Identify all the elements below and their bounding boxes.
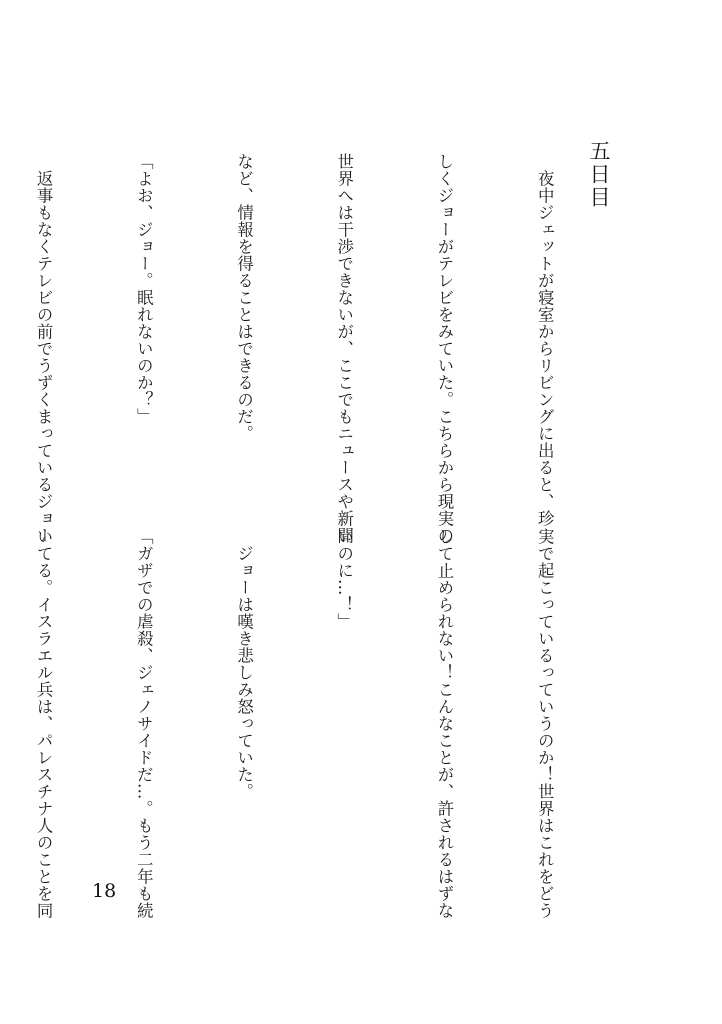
text-line: しくジョーがテレビをみていた。こちらから現実の (434, 153, 454, 544)
text-line: 夜中ジェットが寝室からリビングに出ると、珍 (535, 153, 555, 527)
chapter-title: 五日目 (587, 140, 611, 209)
text-line: いてる。イスラエル兵は、パレスチナ人のことを同 (34, 528, 54, 919)
text-line: 「よお、ジョー。眠れないのか？」 (134, 153, 154, 425)
page-number: 18 (92, 880, 117, 902)
text-line: 世界へは干渉できないが、ここでもニュースや新聞 (334, 153, 354, 544)
text-line: など、情報を得ることはできるのだ。 (234, 153, 254, 442)
text-line: 返事もなくテレビの前でうずくまっているジョー (34, 153, 54, 544)
lower-text-block (0, 528, 628, 919)
text-line: 実で起こっているっていうのか！世界はこれをどう (535, 528, 555, 919)
text-line: いのに…！」 (334, 528, 354, 630)
text-line: して止められない！こんなことが、許されるはずな (434, 528, 454, 919)
text-line: 「ガザでの虐殺、ジェノサイドだ…。もう二年も続 (134, 528, 154, 919)
upper-text-block (0, 153, 628, 544)
text-line: ジョーは嘆き悲しみ怒っていた。 (234, 528, 254, 800)
